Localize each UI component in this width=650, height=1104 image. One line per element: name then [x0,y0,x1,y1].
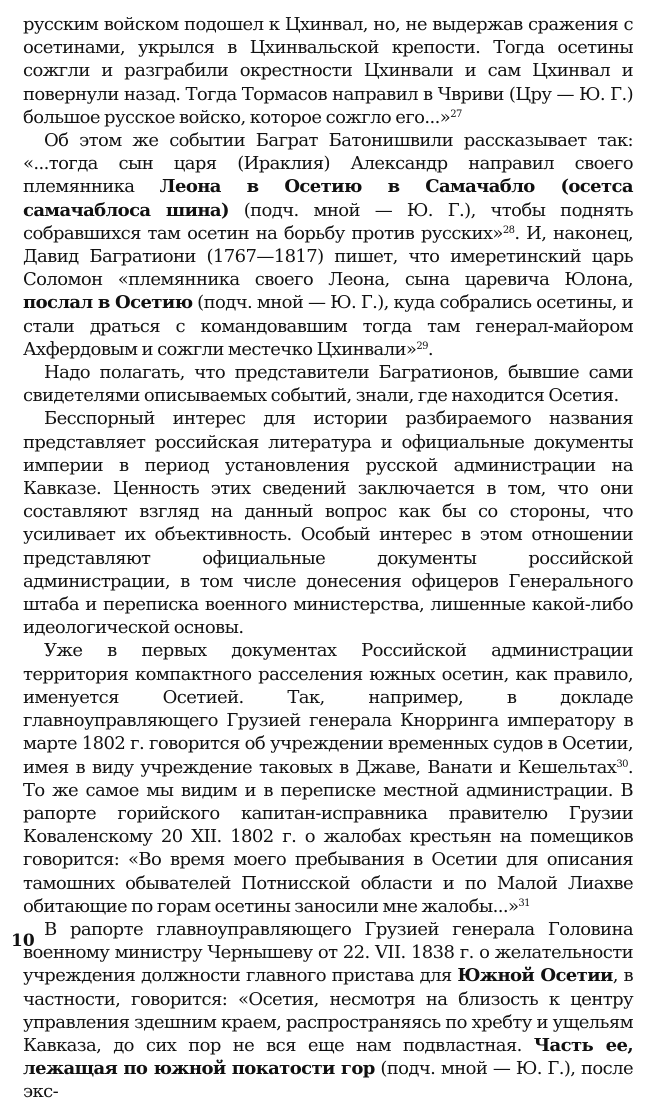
footnote-ref: 30 [616,758,628,770]
text-run: , в частности, говорится: «Осетия, несмотря на близость к центру управления здешним краем, распространяясь по хребту и ущельям Кавказа, до сих пор не вся еще нам подвластная. [23,965,634,1056]
text-run: (подч. мной — Ю. Г.), чтобы поднять собравшихся там осетин на борьбу против русских» [23,199,633,244]
bold-emphasis: Часть ее, лежащая по южной покатости гор [23,1034,633,1080]
text-run: . [427,338,433,360]
text-run: Уже в первых документах Российской администрации территория компактного расселения южных осетин, как правило, именуется Осетией. Так, например, в докладе главноуправляющего Грузией генерала Кнорринга императору в марте 1802 г. говорится об учреждении временных судов в Осетии, имея в виду учреждение таковых в Джаве, Ванати и Кешельтах [23,640,633,778]
paragraph [23,918,633,1104]
footnote-ref: 28 [502,224,515,236]
text-run: русским войском подошел к Цхинвал, но, не выдержав сражения с осетинами, укрылся в Цхинвальской крепости. Тогда осетины сожгли и разграбили окрестности Цхинвали и сам Цхинвал и повернули назад. Тогда Тормасов направил в Чвриви (Цру — Ю. Г.) большое русское войско, которое сожгло его...» [23,14,633,128]
text-run: (подч. мной — Ю. Г.), после экс- [23,1058,633,1103]
text-run: Об этом же событии Баграт Батонишвили рассказывает так: «...тогда сын царя (Ираклия) Александр направил своего племянника [23,130,633,198]
page-number: 10 [11,931,35,951]
paragraph [23,639,633,917]
text-run: (подч. мной — Ю. Г.), куда собрались осетины, и стали драться с командовавшим тогда там генерал-майором Ахфердовым и сожгли местечко Цхинвали» [23,292,633,360]
footnote-ref: 31 [518,897,530,909]
paragraph [23,407,633,639]
footnote-ref: 29 [416,340,428,352]
text-run: . То же самое мы видим и в переписке местной администрации. В рапорте горийского капитан-исправника правителю Грузии Коваленскому 20 XII. 1802 г. о жалобах крестьян на помещиков говорится: «Во время моего пребывания в Осетии для описания тамошних обывателей Потнисской области и по Малой Лиахве обитающие по горам осетины заносили мне жалобы...» [23,756,633,917]
paragraph [23,13,633,129]
text-run: . И, наконец, Давид Багратиони (1767—1817) пишет, что имеретинский царь Соломон «племянника своего Леона, сына царевича Юлона, [23,222,633,291]
paragraph [23,361,633,407]
body-text [23,13,633,1104]
bold-emphasis: послал в Осетию [23,292,193,314]
bold-emphasis: Южной Осетии [457,965,613,987]
text-run: Бесспорный интерес для истории разбираемого названия представляет российская литература и официальные документы империи в период установления русской администрации на Кавказе. Ценность этих сведений заключается в том, что они составляют взгляд на данный вопрос как бы со стороны, что усиливает их объективность. Особый интерес в этом отношении представляют официальные документы российской администрации, в том числе донесения офицеров Генерального штаба и переписка военного министерства, лишенные какой-либо идеологической основы. [23,408,633,639]
paragraph [23,129,633,361]
bold-emphasis: Леона в Осетию в Самачабло (осетса самачаблоса шина) [23,176,633,221]
text-run: Надо полагать, что представители Багратионов, бывшие сами свидетелями описываемых событий, знали, где находится Осетия. [23,362,633,407]
footnote-ref: 27 [450,108,462,120]
text-run: В рапорте главноуправляющего Грузией генерала Головина военному министру Чернышеву от 22. VII. 1838 г. о желательности учреждения должности главного пристава для [23,918,633,987]
